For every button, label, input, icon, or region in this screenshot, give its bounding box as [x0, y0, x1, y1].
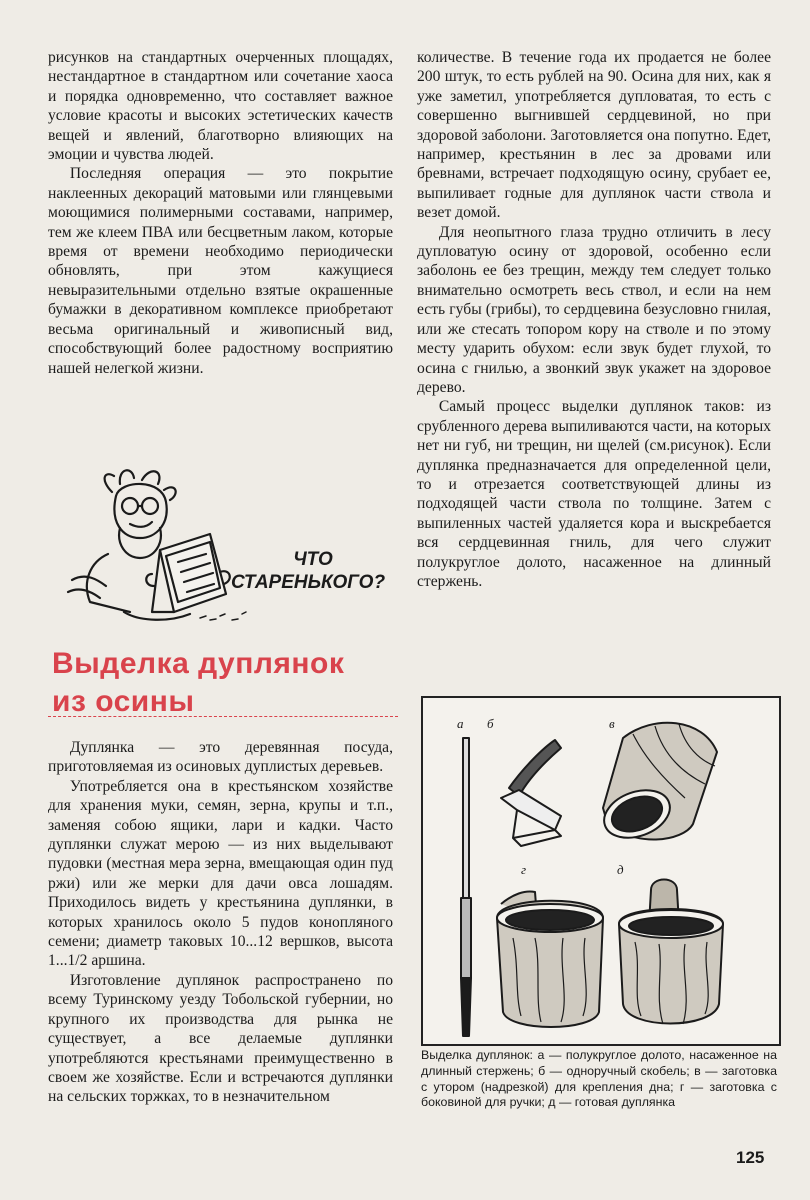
- paragraph: Дуплянка — это деревянная посуда, приготовляемая из осиновых дуплистых деревьев.: [48, 739, 393, 776]
- paragraph: Изготовление дуплянок распространено по всему Туринскому уезду Тобольской губернии, но крупного их производства для рынка не существует, а все делаемые дуплянки употребляются крестьянами преимущественно в своем же хозяйстве. Если и встречаются дуплянки на сельских торжках, то в незначительном: [48, 971, 393, 1106]
- tools-drawing: [423, 698, 779, 1044]
- old-man-reading-illustration: [60, 462, 260, 627]
- tools-figure: [421, 696, 781, 1046]
- figure-label-b: б: [487, 716, 494, 731]
- chisel-drawing: [461, 738, 471, 1036]
- title-divider: [48, 716, 398, 717]
- paragraph: Для неопытного глаза трудно отличить в лесу дупловатую осину от здоровой, особенно если заболонь ее без трещин, между тем следует только внимательно осмотреть весь ствол, и если на нем есть губы (грибы), то сердцевина безусловно гнилая, или же стесать топором кору на стволе и по этому месту ударить обухом: если звук будет глухой, то осина с гнилью, а звонкий звук укажет на здоровое дерево.: [417, 223, 771, 396]
- article-title: [52, 645, 392, 721]
- rubric-title: [218, 548, 398, 594]
- side-blank-drawing: [497, 892, 603, 1028]
- paragraph: Последняя операция — это покрытие наклеенных декораций матовыми или глянцевыми моющимися полимерными составами, например, тем же клеем ПВА или бесцветным лаком, которые время от времени необходимо периодически обновлять, при этом кажущиеся невыразительными отдельно взятые окрашенные бумажки в декоративном комплексе приобретают весьма оригинальный и живописный вид, способствующий более радостному восприятию нашей нелегкой жизни.: [48, 165, 393, 377]
- article-title-line-2: из осины: [52, 685, 195, 718]
- right-column: [417, 48, 771, 591]
- paragraph: Употребляется она в крестьянском хозяйстве для хранения муки, семян, зерна, крупы и т.п., заменяя собою ящики, лари и кадки. Часто дуплянки служат мерою — из них выделывают пудовки (местная мера зерна, вмещающая один пуд ржи) или же мерки для дачи овса лошадям. Приходилось видеть у крестьянина дуплянки, в которых хранилось около 5 пудов конопляного семени; диаметр таковых 10...12 вершков, высота 1...1/2 аршина.: [48, 777, 393, 970]
- figure-label-g: г: [521, 862, 527, 877]
- figure-label-v: в: [609, 716, 615, 731]
- paragraph: рисунков на стандартных очерченных площадях, нестандартное в стандартном или сочетание хаоса и порядка одновременно, что составляет важное условие красоты и высоких эстетических качеств вещей и явлений, благотворно влияющих на эмоции и чувства людей.: [48, 49, 393, 164]
- finished-vessel-drawing: [619, 880, 723, 1025]
- paragraph: Самый процесс выделки дуплянок таков: из срубленного дерева выпиливаются части, на которых нет ни губ, ни трещин, ни щелей (см.рисунок). Если дуплянка предназначается для определенной цели, то и отрезается соответствующей длины из подходящей части ствола по толщине. Затем с выпиленных частей удаляется кора и выскребается вся сердцевинная гниль, для чего служит полукруглое долото, насаженное на длинный стержень.: [417, 398, 771, 590]
- figure-caption: Выделка дуплянок: а — полукруглое долото, насаженное на длинный стержень; б — одноручный скобель; в — заготовка с утором (надрезкой) для крепления дна; г — заготовка с боковиной для ручки; д — готовая дуплянка: [421, 1048, 777, 1110]
- log-blank-drawing: [598, 723, 717, 847]
- left-column-bottom: [48, 738, 393, 1107]
- article-title-line-1: Выделка дуплянок: [52, 647, 345, 680]
- paragraph: количестве. В течение года их продается не более 200 штук, то есть рублей на 90. Осина для них, как я уже заметил, употребляется дупловатая, то есть с совершенно выгнившей сердцевиной, но при здоровой заболони. Заготовляется она попутно. Едет, например, крестьянин в лес за дровами или бревнами, встречает подходящую осину, срубает ее, выпиливает годные для дуплянок части ствола и везет домой.: [417, 49, 771, 222]
- page-number: 125: [736, 1148, 765, 1167]
- figure-label-d: д: [617, 862, 624, 877]
- scobel-drawing: [501, 740, 561, 846]
- left-column-top: [48, 48, 393, 378]
- figure-label-a: а: [457, 716, 464, 731]
- rubric-line-1: ЧТО: [293, 549, 333, 570]
- rubric-line-2: СТАРЕНЬКОГО?: [230, 572, 386, 593]
